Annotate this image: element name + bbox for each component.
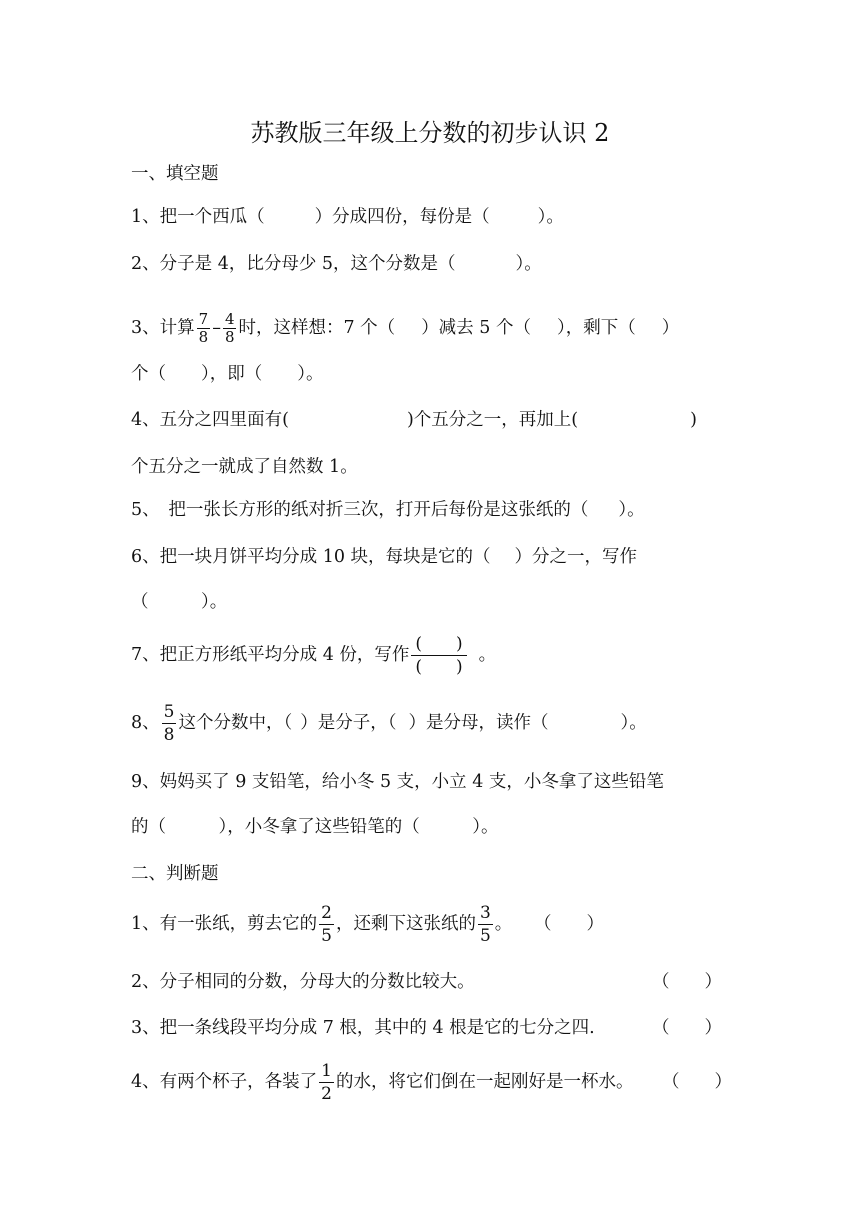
judge-answer-box[interactable]: （ ） (662, 1072, 732, 1092)
judge-1: 1、有一张纸，剪去它的 $\frac{2}{5}$ ，还剩下这张纸的 $\frac{3}{5}$ 。 （ ） (131, 898, 732, 950)
question-1: 1、把一个西瓜（ ）分成四份，每份是（ ）。 (131, 207, 564, 227)
fraction: $\frac{1}{2}$ (321, 1061, 332, 1104)
judge-answer-box[interactable]: （ ） (652, 1018, 722, 1038)
question-2: 2、分子是 4，比分母少 5，这个分数是（ ）。 (131, 254, 542, 274)
judge-4: 4、有两个杯子，各装了 $\frac{1}{2}$ 的水，将它们倒在一起刚好是一杯水。 （ ） (131, 1056, 732, 1108)
judge-answer-box[interactable]: （ ） (534, 914, 604, 934)
question-4: 4、五分之四里面有( )个五分之一，再加上( ) (131, 410, 697, 430)
question-3: 3、计算 $\frac{7}{8}$ – $\frac{4}{8}$ 时，这样想：7 个（ ）减去 5 个（ ），剩下（ ） (131, 310, 680, 346)
fraction: $\frac{5}{8}$ (163, 702, 175, 745)
judge-answer-box[interactable]: （ ） (652, 972, 722, 992)
question-9: 9、妈妈买了 9 支铅笔，给小冬 5 支，小立 4 支，小冬拿了这些铅笔 (131, 772, 664, 792)
fraction: $\frac{3}{5}$ (479, 903, 491, 946)
page-title: 苏教版三年级上分数的初步认识 2 (250, 119, 610, 147)
question-4-line2: 个五分之一就成了自然数 1。 (131, 457, 358, 477)
judge-2: 2、分子相同的分数，分母大的分数比较大。 （ ） (131, 972, 722, 992)
question-9-line2: 的（ ），小冬拿了这些铅笔的（ ）。 (131, 817, 499, 837)
section-heading-fill-blank: 一、填空题 (131, 164, 219, 184)
question-6: 6、把一块月饼平均分成 10 块，每块是它的（ ）分之一，写作 (131, 547, 638, 567)
fraction-blank[interactable]: $\frac{( )}{( )}$ (411, 633, 466, 678)
question-3-line2: 个（ ），即（ ）。 (131, 364, 324, 384)
question-8: 8、 $\frac{5}{8}$ 这个分数中，（ ）是分子，（ ）是分母，读作（ ）。 (131, 702, 647, 745)
question-6-line2: （ ）。 (131, 592, 228, 612)
fraction: $\frac{2}{5}$ (321, 903, 332, 946)
section-heading-true-false: 二、判断题 (131, 864, 219, 884)
fraction: $\frac{4}{8}$ (224, 310, 235, 346)
fraction: $\frac{7}{8}$ (198, 310, 209, 346)
question-7: 7、把正方形纸平均分成 4 份，写作 $\frac{( )}{( )}$ 。 (131, 634, 497, 677)
question-5: 5、 把一张长方形的纸对折三次，打开后每份是这张纸的（ ）。 (131, 500, 645, 520)
judge-3: 3、把一条线段平均分成 7 根，其中的 4 根是它的七分之四. （ ） (131, 1018, 722, 1038)
